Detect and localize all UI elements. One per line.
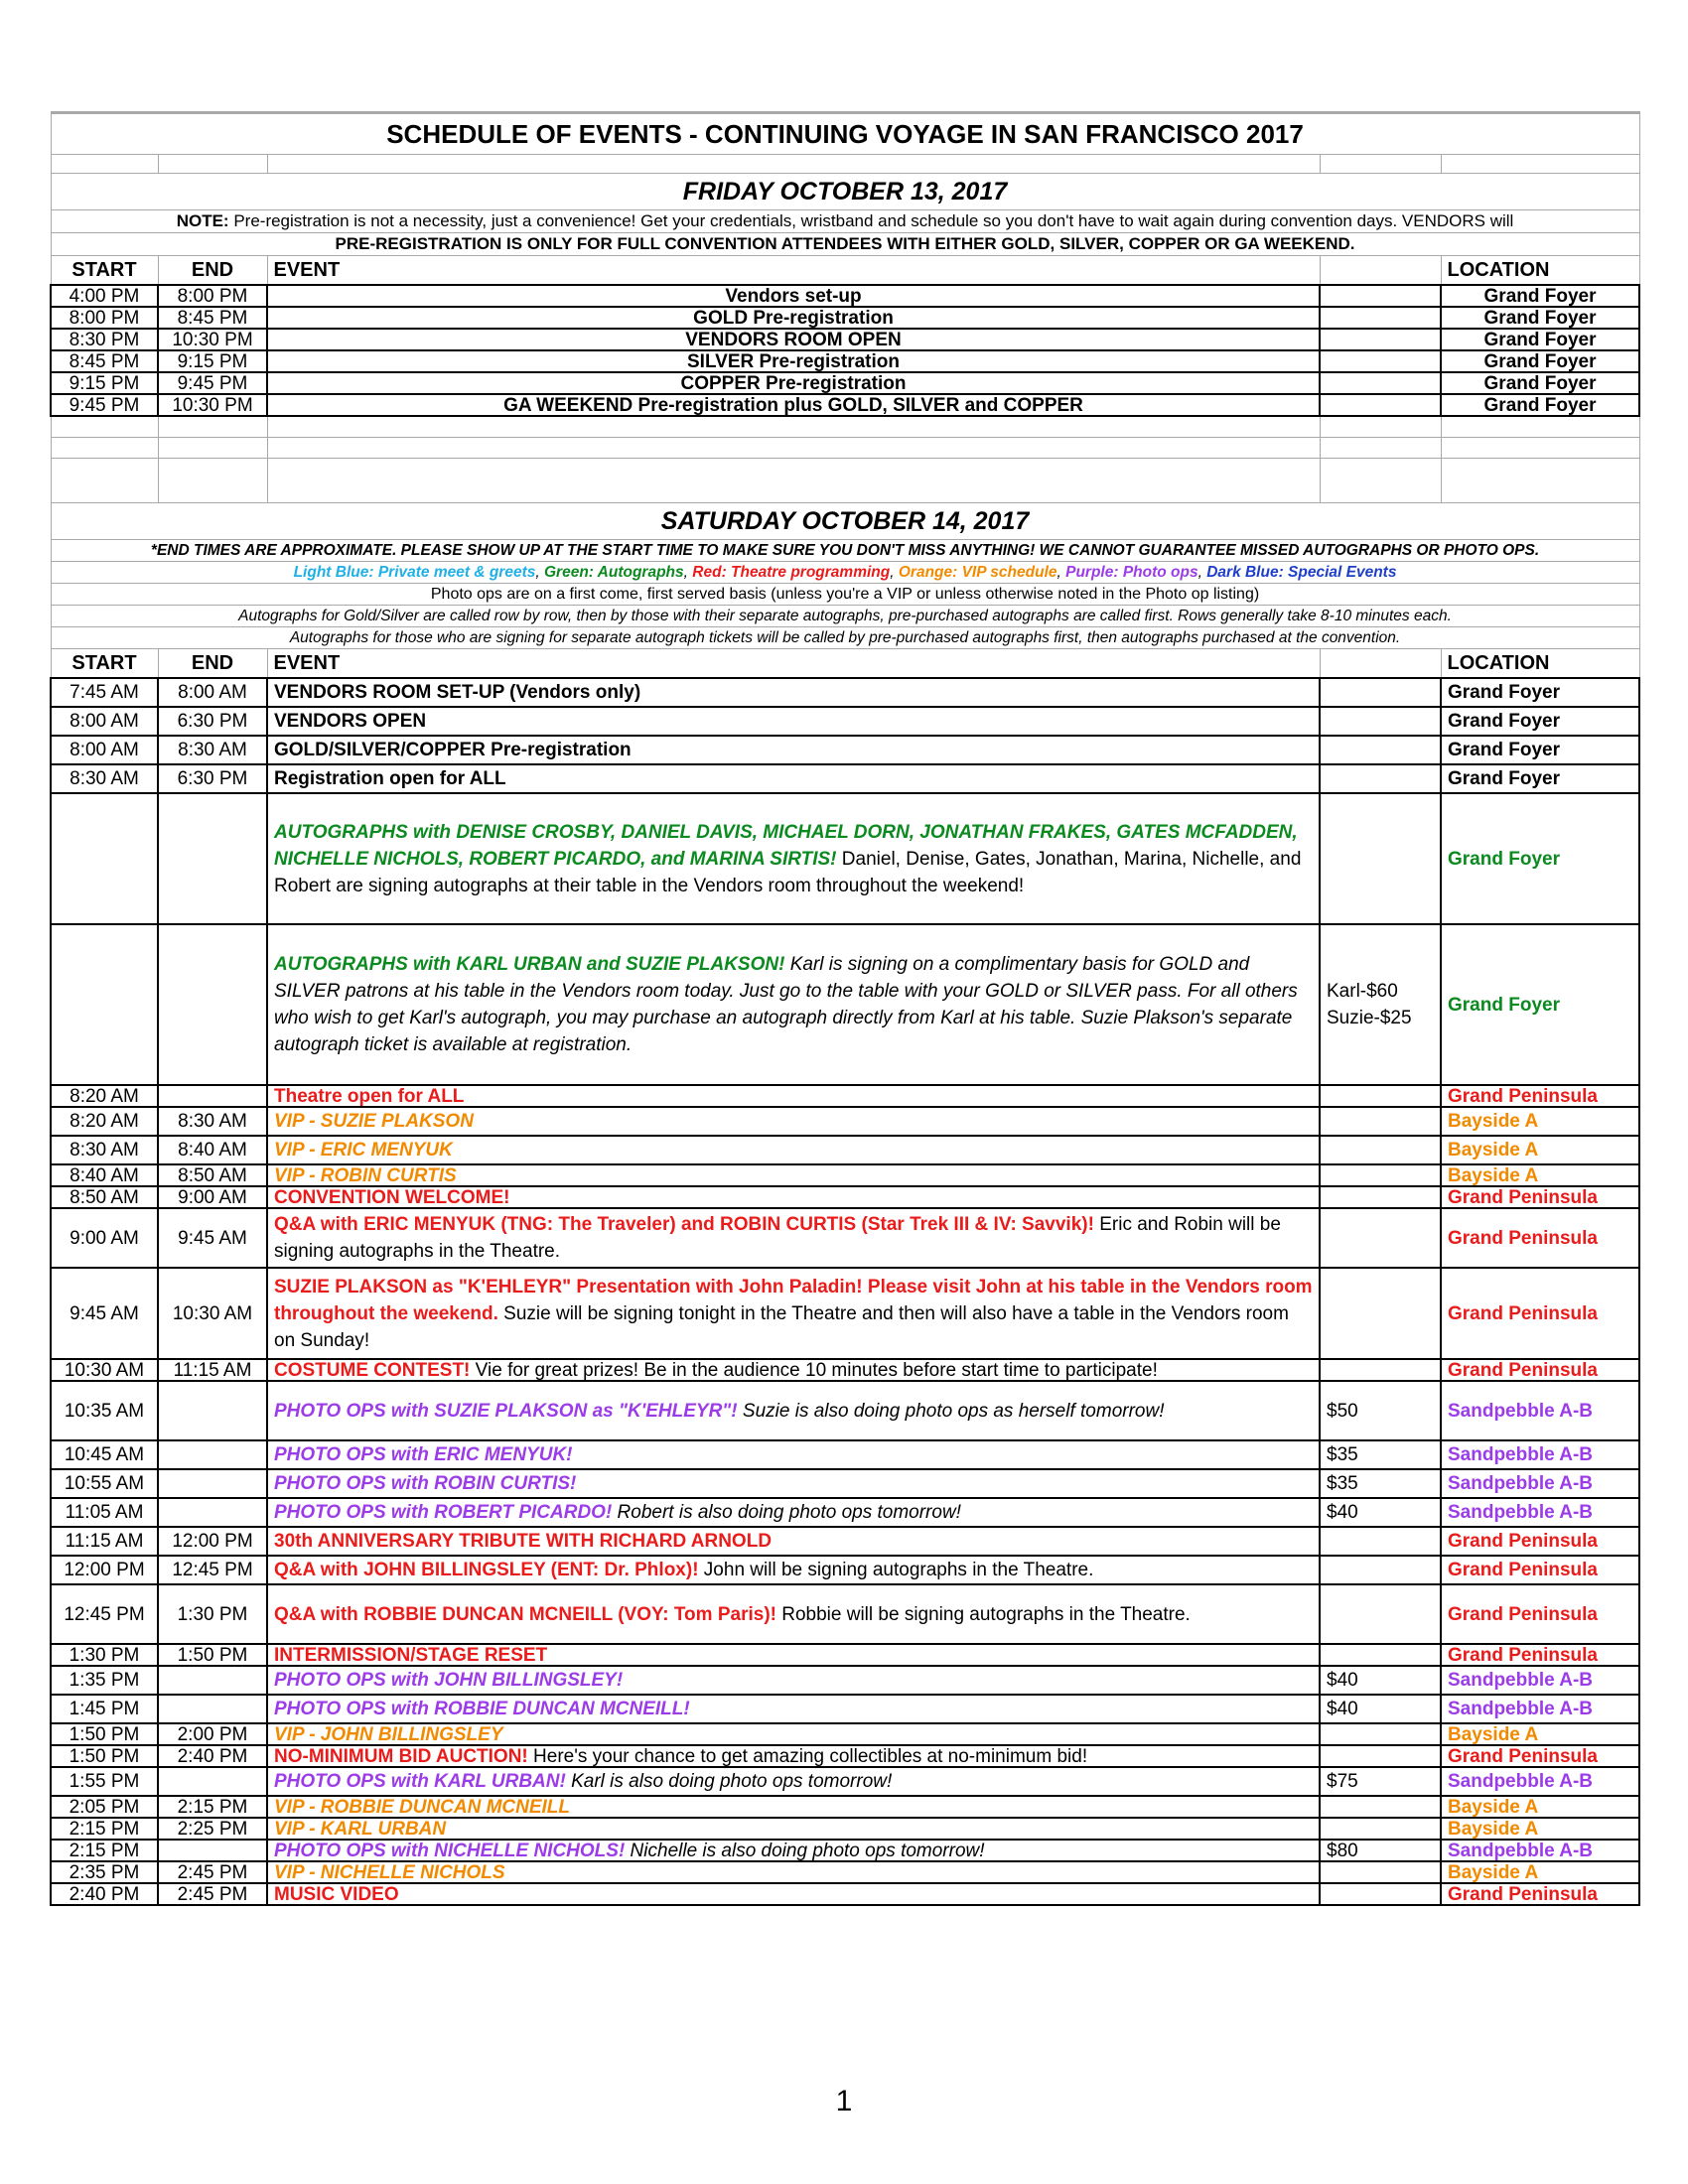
price: [1320, 1136, 1441, 1164]
price: [1320, 1359, 1441, 1381]
price: $80: [1320, 1840, 1441, 1861]
start-time: 2:15 PM: [51, 1840, 158, 1861]
sat-col-start-header: START: [51, 649, 158, 679]
event-detail: Karl is also doing photo ops tomorrow!: [565, 1771, 893, 1792]
event-detail: Nichelle is also doing photo ops tomorrow!: [625, 1840, 985, 1861]
end-time: 1:30 PM: [158, 1584, 267, 1644]
start-time: 8:00 AM: [51, 707, 158, 736]
saturday-note-4: Autographs for those who are signing for separate autograph tickets will be called by pre-purchased autographs first, then autographs purchased at the convention.: [51, 627, 1639, 649]
start-time: 12:00 PM: [51, 1556, 158, 1584]
event-location: Bayside A: [1441, 1107, 1639, 1136]
table-row: [51, 1796, 1639, 1818]
event-location: Grand Foyer: [1441, 678, 1639, 707]
event-description: [267, 1745, 1320, 1767]
event-description: [267, 1469, 1320, 1498]
event-description: MUSIC VIDEO: [267, 1883, 1320, 1905]
end-time: [158, 1381, 267, 1440]
start-time: 9:45 PM: [51, 394, 158, 416]
saturday-note-1: *END TIMES ARE APPROXIMATE. PLEASE SHOW UP AT THE START TIME TO MAKE SURE YOU DON'T MISS ANYTHING! WE CANNOT GUARANTEE MISSED AUTOGRAPHS OR PHOTO OPS.: [51, 540, 1639, 562]
end-time: 9:45 AM: [158, 1208, 267, 1268]
start-time: 10:45 AM: [51, 1440, 158, 1469]
event-location: Grand Foyer: [1441, 372, 1639, 394]
price: [1320, 793, 1441, 924]
event-location: Grand Peninsula: [1441, 1527, 1639, 1556]
event-location: Grand Peninsula: [1441, 1085, 1639, 1107]
event-highlight: COSTUME CONTEST!: [274, 1359, 471, 1381]
event-location: Grand Foyer: [1441, 707, 1639, 736]
event-description: [267, 1359, 1320, 1381]
start-time: 8:30 AM: [51, 1136, 158, 1164]
table-row: [51, 1469, 1639, 1498]
sat-col-event-header: EVENT: [267, 649, 1320, 679]
event-description: VENDORS OPEN: [267, 707, 1320, 736]
event-location: Bayside A: [1441, 1861, 1639, 1883]
event-highlight: PHOTO OPS with KARL URBAN!: [274, 1771, 566, 1792]
start-time: 1:45 PM: [51, 1695, 158, 1723]
event-highlight: PHOTO OPS with ERIC MENYUK!: [274, 1444, 573, 1465]
price: [1320, 350, 1441, 372]
event-description: [267, 1556, 1320, 1584]
start-time: 8:40 AM: [51, 1164, 158, 1186]
event-description: [267, 1666, 1320, 1695]
table-row: [51, 678, 1639, 707]
end-time: 2:45 PM: [158, 1861, 267, 1883]
price: [1320, 1723, 1441, 1745]
schedule-title: SCHEDULE OF EVENTS - CONTINUING VOYAGE IN SAN FRANCISCO 2017: [51, 113, 1639, 155]
table-row: [51, 329, 1639, 350]
col-end-header: END: [158, 256, 267, 286]
price: [1320, 1268, 1441, 1359]
event-highlight: PHOTO OPS with JOHN BILLINGSLEY!: [274, 1670, 624, 1691]
event-location: Grand Foyer: [1441, 350, 1639, 372]
event-description: [267, 1498, 1320, 1527]
start-time: 9:45 AM: [51, 1268, 158, 1359]
event-highlight: PHOTO OPS with NICHELLE NICHOLS!: [274, 1840, 626, 1861]
end-time: 10:30 PM: [158, 394, 267, 416]
event-description: [267, 1268, 1320, 1359]
price: [1320, 1164, 1441, 1186]
start-time: 2:40 PM: [51, 1883, 158, 1905]
event-highlight: AUTOGRAPHS with KARL URBAN and SUZIE PLAKSON!: [274, 954, 785, 975]
price: [1320, 1796, 1441, 1818]
event-description: [267, 793, 1320, 924]
price: [1320, 1556, 1441, 1584]
end-time: [158, 1469, 267, 1498]
friday-note-2: PRE-REGISTRATION IS ONLY FOR FULL CONVENTION ATTENDEES WITH EITHER GOLD, SILVER, COPPER OR GA WEEKEND.: [51, 233, 1639, 256]
event-location: Bayside A: [1441, 1164, 1639, 1186]
end-time: 2:25 PM: [158, 1818, 267, 1840]
event-location: Grand Peninsula: [1441, 1556, 1639, 1584]
end-time: 8:30 AM: [158, 736, 267, 764]
end-time: 2:15 PM: [158, 1796, 267, 1818]
price: [1320, 329, 1441, 350]
price: [1320, 736, 1441, 764]
event-location: Grand Foyer: [1441, 394, 1639, 416]
table-row: [51, 1381, 1639, 1440]
event-detail: Here's your chance to get amazing collectibles at no-minimum bid!: [527, 1745, 1088, 1767]
table-row: [51, 1085, 1639, 1107]
event-description: CONVENTION WELCOME!: [267, 1186, 1320, 1208]
price-suzie: Suzie-$25: [1327, 1008, 1412, 1028]
event-location: Grand Peninsula: [1441, 1584, 1639, 1644]
end-time: [158, 1666, 267, 1695]
price: [1320, 1107, 1441, 1136]
event-detail: Robbie will be signing autographs in the Theatre.: [775, 1603, 1191, 1625]
price: [1320, 764, 1441, 793]
event-title: GA WEEKEND Pre-registration plus GOLD, SILVER and COPPER: [267, 394, 1320, 416]
price: [1320, 307, 1441, 329]
end-time: [158, 1085, 267, 1107]
price: $35: [1320, 1440, 1441, 1469]
event-highlight: Q&A with ROBBIE DUNCAN MCNEILL (VOY: Tom Paris)!: [274, 1603, 776, 1625]
price: [1320, 707, 1441, 736]
price: [1320, 1861, 1441, 1883]
event-description: [267, 1767, 1320, 1796]
table-row: [51, 707, 1639, 736]
table-row: [51, 1666, 1639, 1695]
legend-lightblue: Light Blue: Private meet & greets: [293, 564, 536, 581]
event-detail: Eric and Robin will be signing autographs in the Theatre.: [274, 1214, 1281, 1262]
end-time: [158, 1695, 267, 1723]
friday-note: NOTE: Pre-registration is not a necessity, just a convenience! Get your credentials, wristband and schedule so you don't have to wait again during convention days. VENDORS will: [51, 210, 1639, 233]
table-row: [51, 1268, 1639, 1359]
event-description: VIP - NICHELLE NICHOLS: [267, 1861, 1320, 1883]
table-row: [51, 1164, 1639, 1186]
event-highlight: PHOTO OPS with ROBERT PICARDO!: [274, 1502, 613, 1523]
event-detail: Suzie will be signing tonight in the Theatre and then will also have a table in the Vendors room on Sunday!: [274, 1302, 1289, 1351]
end-time: 10:30 PM: [158, 329, 267, 350]
col-location-header: LOCATION: [1441, 256, 1639, 286]
page-number: 1: [835, 2085, 853, 2117]
event-description: [267, 1208, 1320, 1268]
start-time: 12:45 PM: [51, 1584, 158, 1644]
start-time: 10:55 AM: [51, 1469, 158, 1498]
schedule-table: [50, 111, 1640, 1906]
price: [1320, 394, 1441, 416]
start-time: 8:20 AM: [51, 1085, 158, 1107]
event-highlight: PHOTO OPS with ROBBIE DUNCAN MCNEILL!: [274, 1699, 690, 1719]
start-time: 1:50 PM: [51, 1745, 158, 1767]
table-row: [51, 1861, 1639, 1883]
end-time: 9:15 PM: [158, 350, 267, 372]
event-highlight: Q&A with JOHN BILLINGSLEY (ENT: Dr. Phlox)!: [274, 1560, 699, 1580]
price: $75: [1320, 1767, 1441, 1796]
table-row: [51, 350, 1639, 372]
color-legend: Light Blue: Private meet & greets, Green: Autographs, Red: Theatre programming, Orange: VIP schedule, Purple: Photo ops, Dark Blue: Special Events: [51, 562, 1639, 584]
event-location: Sandpebble A-B: [1441, 1695, 1639, 1723]
event-detail: Suzie is also doing photo ops as herself tomorrow!: [737, 1400, 1165, 1422]
price: [1320, 1818, 1441, 1840]
start-time: 4:00 PM: [51, 285, 158, 307]
price: [1320, 1186, 1441, 1208]
start-time: 1:55 PM: [51, 1767, 158, 1796]
price: $40: [1320, 1666, 1441, 1695]
event-highlight: SUZIE PLAKSON as "K'EHLEYR" Presentation with John Paladin! Please visit John at his table in the Vendors room throughout the weekend.: [274, 1276, 1313, 1324]
start-time: 1:35 PM: [51, 1666, 158, 1695]
price: [1320, 1584, 1441, 1644]
event-location: Grand Foyer: [1441, 307, 1639, 329]
sat-col-end-header: END: [158, 649, 267, 679]
end-time: 6:30 PM: [158, 764, 267, 793]
start-time: 10:30 AM: [51, 1359, 158, 1381]
saturday-heading: SATURDAY OCTOBER 14, 2017: [51, 503, 1639, 540]
event-location: Sandpebble A-B: [1441, 1666, 1639, 1695]
end-time: 9:00 AM: [158, 1186, 267, 1208]
price: $50: [1320, 1381, 1441, 1440]
friday-heading: FRIDAY OCTOBER 13, 2017: [51, 174, 1639, 210]
event-location: Sandpebble A-B: [1441, 1498, 1639, 1527]
event-location: Grand Foyer: [1441, 329, 1639, 350]
event-title: VENDORS ROOM OPEN: [267, 329, 1320, 350]
event-location: Bayside A: [1441, 1796, 1639, 1818]
event-description: Registration open for ALL: [267, 764, 1320, 793]
saturday-note-2: Photo ops are on a first come, first served basis (unless you're a VIP or unless otherwise noted in the Photo op listing): [51, 584, 1639, 606]
start-time: 1:50 PM: [51, 1723, 158, 1745]
start-time: 8:00 AM: [51, 736, 158, 764]
event-highlight: PHOTO OPS with SUZIE PLAKSON as "K'EHLEYR"!: [274, 1400, 738, 1422]
event-location: Sandpebble A-B: [1441, 1840, 1639, 1861]
event-description: VIP - JOHN BILLINGSLEY: [267, 1723, 1320, 1745]
event-description: 30th ANNIVERSARY TRIBUTE WITH RICHARD ARNOLD: [267, 1527, 1320, 1556]
legend-green: Green: Autographs: [543, 564, 684, 581]
event-description: [267, 924, 1320, 1085]
table-row: [51, 1644, 1639, 1666]
end-time: [158, 793, 267, 924]
start-time: 8:30 PM: [51, 329, 158, 350]
legend-darkblue: Dark Blue: Special Events: [1206, 564, 1397, 581]
saturday-rows: [51, 678, 1639, 1905]
event-description: [267, 1381, 1320, 1440]
event-location: Bayside A: [1441, 1723, 1639, 1745]
end-time: 9:45 PM: [158, 372, 267, 394]
start-time: 2:15 PM: [51, 1818, 158, 1840]
event-location: Grand Foyer: [1441, 285, 1639, 307]
event-location: Grand Peninsula: [1441, 1883, 1639, 1905]
event-location: Grand Foyer: [1441, 764, 1639, 793]
table-row: [51, 1208, 1639, 1268]
event-title: SILVER Pre-registration: [267, 350, 1320, 372]
event-location: Grand Peninsula: [1441, 1186, 1639, 1208]
table-row: [51, 372, 1639, 394]
event-highlight: Q&A with ERIC MENYUK (TNG: The Traveler) and ROBIN CURTIS (Star Trek III & IV: Savvik)!: [274, 1214, 1094, 1235]
table-row: [51, 1584, 1639, 1644]
table-row: [51, 1723, 1639, 1745]
end-time: 2:40 PM: [158, 1745, 267, 1767]
event-description: VIP - ROBIN CURTIS: [267, 1164, 1320, 1186]
price: [1320, 1085, 1441, 1107]
start-time: 8:50 AM: [51, 1186, 158, 1208]
end-time: 2:45 PM: [158, 1883, 267, 1905]
event-location: Sandpebble A-B: [1441, 1469, 1639, 1498]
price: [1320, 678, 1441, 707]
price: [1320, 1644, 1441, 1666]
table-row: [51, 1498, 1639, 1527]
event-description: [267, 1440, 1320, 1469]
table-row: [51, 1359, 1639, 1381]
start-time: [51, 924, 158, 1085]
end-time: 8:30 AM: [158, 1107, 267, 1136]
table-row: [51, 1186, 1639, 1208]
event-description: VIP - SUZIE PLAKSON: [267, 1107, 1320, 1136]
col-price-header: [1320, 256, 1441, 286]
legend-orange: Orange: VIP schedule: [898, 564, 1057, 581]
event-description: VIP - ERIC MENYUK: [267, 1136, 1320, 1164]
price: [1320, 1208, 1441, 1268]
table-row: [51, 1136, 1639, 1164]
start-time: 8:45 PM: [51, 350, 158, 372]
event-location: Grand Peninsula: [1441, 1745, 1639, 1767]
table-row: [51, 1840, 1639, 1861]
table-row: [51, 307, 1639, 329]
start-time: 9:00 AM: [51, 1208, 158, 1268]
table-row: [51, 764, 1639, 793]
legend-red: Red: Theatre programming: [692, 564, 891, 581]
event-detail: Daniel, Denise, Gates, Jonathan, Marina, Nichelle, and Robert are signing autographs at their table in the Vendors room throughout the weekend!: [274, 848, 1302, 896]
end-time: 6:30 PM: [158, 707, 267, 736]
start-time: 10:35 AM: [51, 1381, 158, 1440]
price: [1320, 1883, 1441, 1905]
start-time: 2:35 PM: [51, 1861, 158, 1883]
price: [1320, 924, 1441, 1085]
price: [1320, 372, 1441, 394]
event-title: Vendors set-up: [267, 285, 1320, 307]
end-time: [158, 1840, 267, 1861]
col-event-header: EVENT: [267, 256, 1320, 286]
end-time: 8:00 AM: [158, 678, 267, 707]
end-time: 8:50 AM: [158, 1164, 267, 1186]
start-time: 8:30 AM: [51, 764, 158, 793]
event-location: Bayside A: [1441, 1136, 1639, 1164]
sat-col-price-header: [1320, 649, 1441, 679]
start-time: 11:05 AM: [51, 1498, 158, 1527]
price: [1320, 285, 1441, 307]
event-location: Bayside A: [1441, 1818, 1639, 1840]
start-time: 9:15 PM: [51, 372, 158, 394]
end-time: [158, 1440, 267, 1469]
event-location: Grand Foyer: [1441, 924, 1639, 1085]
event-title: GOLD Pre-registration: [267, 307, 1320, 329]
event-description: VIP - KARL URBAN: [267, 1818, 1320, 1840]
end-time: 2:00 PM: [158, 1723, 267, 1745]
event-highlight: AUTOGRAPHS with DENISE CROSBY, DANIEL DAVIS, MICHAEL DORN, JONATHAN FRAKES, GATES MCFADDEN, NICHELLE NICHOLS, ROBERT PICARDO, and MARINA SIRTIS!: [274, 821, 1298, 870]
start-time: 7:45 AM: [51, 678, 158, 707]
event-detail: Vie for great prizes! Be in the audience 10 minutes before start time to participate!: [470, 1359, 1158, 1381]
price: [1320, 1745, 1441, 1767]
event-description: [267, 1584, 1320, 1644]
table-row: [51, 394, 1639, 416]
end-time: 10:30 AM: [158, 1268, 267, 1359]
event-description: VIP - ROBBIE DUNCAN MCNEILL: [267, 1796, 1320, 1818]
table-row: [51, 1527, 1639, 1556]
end-time: 11:15 AM: [158, 1359, 267, 1381]
event-description: GOLD/SILVER/COPPER Pre-registration: [267, 736, 1320, 764]
event-location: Sandpebble A-B: [1441, 1440, 1639, 1469]
event-location: Grand Peninsula: [1441, 1359, 1639, 1381]
start-time: 11:15 AM: [51, 1527, 158, 1556]
table-row: [51, 736, 1639, 764]
event-location: Grand Foyer: [1441, 793, 1639, 924]
event-description: [267, 1840, 1320, 1861]
event-description: [267, 1695, 1320, 1723]
saturday-note-3: Autographs for Gold/Silver are called row by row, then by those with their separate autographs, pre-purchased autographs are called first. Rows generally take 8-10 minutes each.: [51, 606, 1639, 627]
end-time: 8:40 AM: [158, 1136, 267, 1164]
event-highlight: NO-MINIMUM BID AUCTION!: [274, 1745, 528, 1767]
start-time: 8:00 PM: [51, 307, 158, 329]
event-location: Grand Peninsula: [1441, 1644, 1639, 1666]
end-time: 12:00 PM: [158, 1527, 267, 1556]
end-time: 1:50 PM: [158, 1644, 267, 1666]
legend-purple: Purple: Photo ops: [1065, 564, 1198, 581]
table-row: [51, 1695, 1639, 1723]
event-location: Grand Foyer: [1441, 736, 1639, 764]
event-description: Theatre open for ALL: [267, 1085, 1320, 1107]
event-highlight: PHOTO OPS with ROBIN CURTIS!: [274, 1473, 577, 1494]
start-time: 8:20 AM: [51, 1107, 158, 1136]
table-row: [51, 1745, 1639, 1767]
event-location: Sandpebble A-B: [1441, 1767, 1639, 1796]
end-time: 8:00 PM: [158, 285, 267, 307]
start-time: 1:30 PM: [51, 1644, 158, 1666]
table-row: [51, 285, 1639, 307]
event-detail: Robert is also doing photo ops tomorrow!: [612, 1502, 961, 1523]
table-row: [51, 1767, 1639, 1796]
table-row: [51, 793, 1639, 924]
event-detail: John will be signing autographs in the Theatre.: [698, 1560, 1094, 1580]
sat-col-location-header: LOCATION: [1441, 649, 1639, 679]
event-location: Grand Peninsula: [1441, 1208, 1639, 1268]
event-location: Grand Peninsula: [1441, 1268, 1639, 1359]
end-time: [158, 1498, 267, 1527]
end-time: [158, 924, 267, 1085]
event-description: VENDORS ROOM SET-UP (Vendors only): [267, 678, 1320, 707]
event-detail: Karl is signing on a complimentary basis for GOLD and SILVER patrons at his table in the Vendors room today. Just go to the table with your GOLD or SILVER pass. For all others who wish to get Karl's autograph, you may purchase an autograph directly from Karl at his table. Suzie Plakson's separate autograph ticket is available at registration.: [274, 954, 1298, 1055]
event-description: INTERMISSION/STAGE RESET: [267, 1644, 1320, 1666]
start-time: [51, 793, 158, 924]
table-row: [51, 924, 1639, 1085]
table-row: [51, 1883, 1639, 1905]
col-start-header: START: [51, 256, 158, 286]
end-time: 8:45 PM: [158, 307, 267, 329]
end-time: [158, 1767, 267, 1796]
price-karl: Karl-$60: [1327, 981, 1398, 1002]
event-title: COPPER Pre-registration: [267, 372, 1320, 394]
friday-rows: [51, 285, 1639, 416]
price: $40: [1320, 1498, 1441, 1527]
table-row: [51, 1556, 1639, 1584]
start-time: 2:05 PM: [51, 1796, 158, 1818]
event-location: Sandpebble A-B: [1441, 1381, 1639, 1440]
table-row: [51, 1107, 1639, 1136]
price: [1320, 1527, 1441, 1556]
schedule-sheet: [50, 111, 1638, 1906]
price: $35: [1320, 1469, 1441, 1498]
table-row: [51, 1440, 1639, 1469]
end-time: 12:45 PM: [158, 1556, 267, 1584]
table-row: [51, 1818, 1639, 1840]
price: $40: [1320, 1695, 1441, 1723]
